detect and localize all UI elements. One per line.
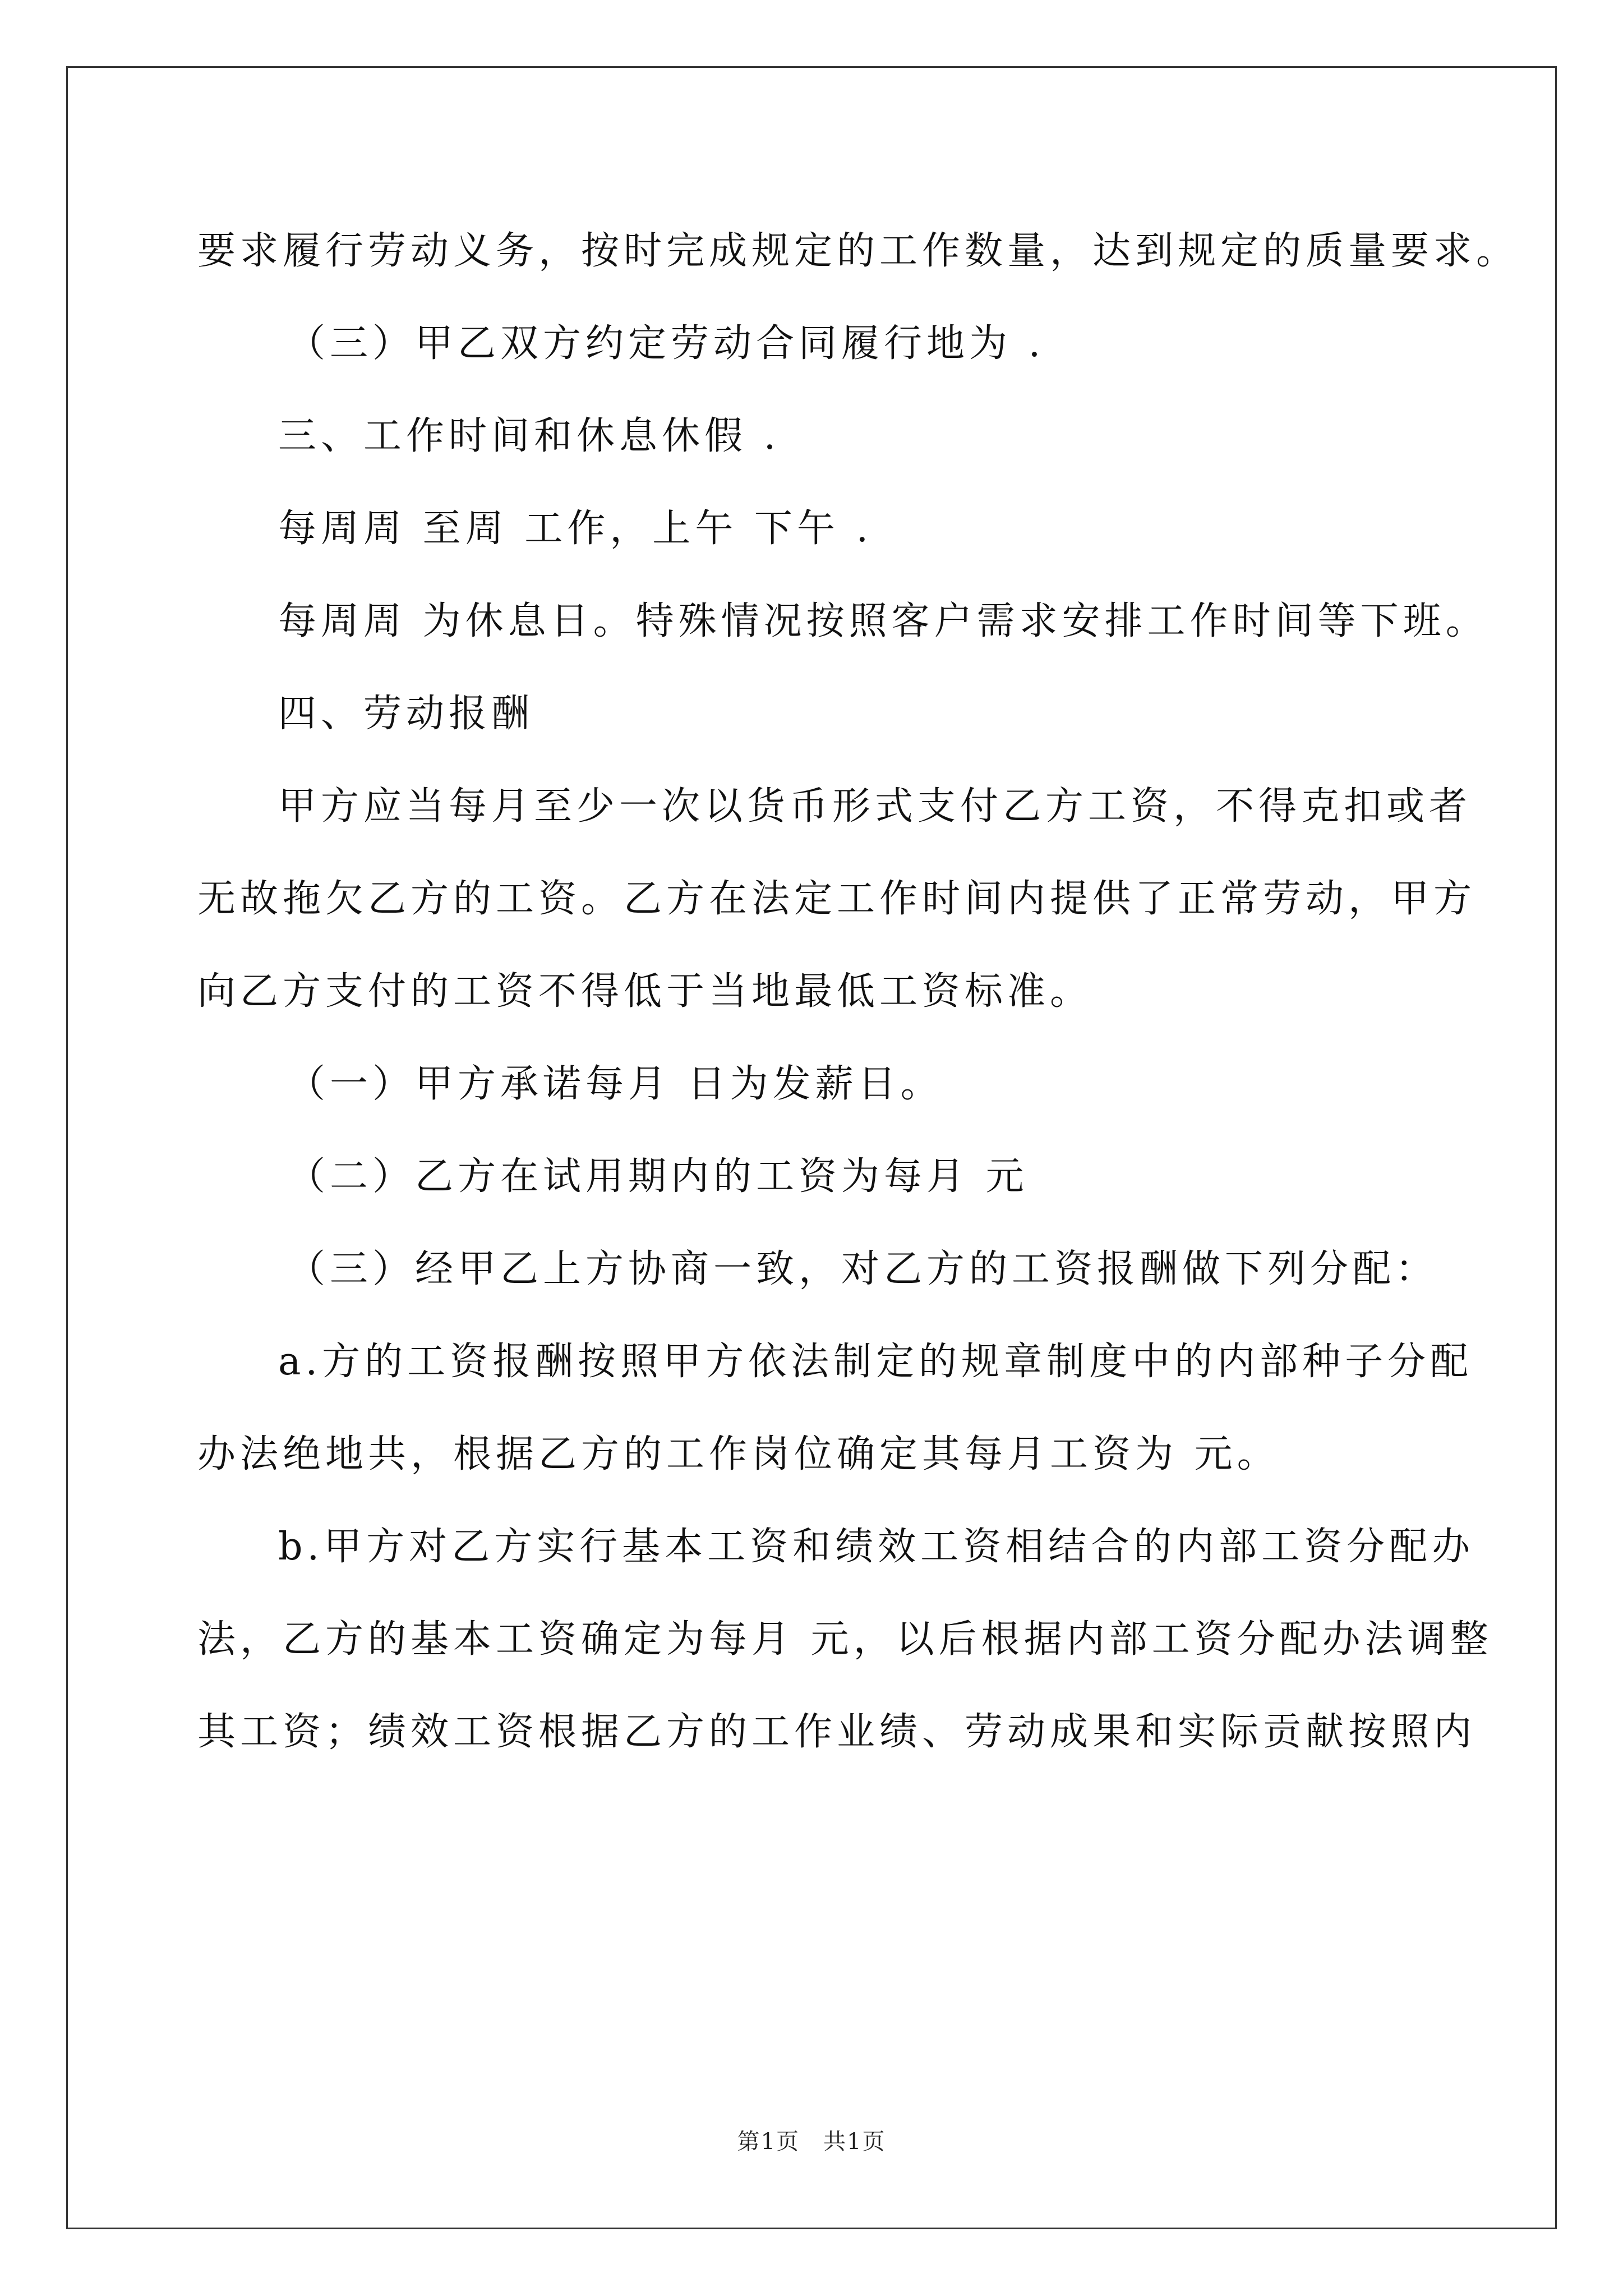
paragraph-line: （二）乙方在试用期内的工资为每月 元 bbox=[287, 1154, 1029, 1199]
paragraph-line: 无故拖欠乙方的工资。乙方在法定工作时间内提供了正常劳动，甲方 bbox=[197, 877, 1477, 921]
paragraph-line: （三）甲乙双方约定劳动合同履行地为 . bbox=[287, 321, 1045, 366]
paragraph-line: 向乙方支付的工资不得低于当地最低工资标准。 bbox=[197, 969, 1093, 1014]
section-heading: 四、劳动报酬 bbox=[278, 692, 534, 736]
paragraph-line: 每周周 至周 工作，上午 下午 . bbox=[278, 507, 873, 551]
paragraph-line: 要求履行劳动义务，按时完成规定的工作数量，达到规定的质量要求。 bbox=[197, 229, 1519, 273]
page-number-footer: 第1页 共1页 bbox=[737, 2129, 886, 2155]
paragraph-line: b.甲方对乙方实行基本工资和绩效工资相结合的内部工资分配办 bbox=[278, 1525, 1475, 1569]
paragraph-line: 甲方应当每月至少一次以货币形式支付乙方工资，不得克扣或者 bbox=[278, 784, 1472, 829]
section-heading: 三、工作时间和休息休假 . bbox=[278, 414, 781, 458]
paragraph-line: 每周周 为休息日。特殊情况按照客户需求安排工作时间等下班。 bbox=[278, 599, 1488, 643]
paragraph-line: 法，乙方的基本工资确定为每月 元，以后根据内部工资分配办法调整 bbox=[197, 1617, 1493, 1662]
paragraph-line: 办法绝地共，根据乙方的工作岗位确定其每月工资为 元。 bbox=[197, 1432, 1280, 1476]
paragraph-line: a.方的工资报酬按照甲方依法制定的规章制度中的内部种子分配 bbox=[278, 1340, 1473, 1384]
paragraph-line: （一）甲方承诺每月 日为发薪日。 bbox=[287, 1062, 943, 1106]
paragraph-line: 其工资；绩效工资根据乙方的工作业绩、劳动成果和实际贡献按照内 bbox=[197, 1710, 1477, 1754]
document-body bbox=[197, 205, 1519, 1778]
paragraph-line: （三）经甲乙上方协商一致，对乙方的工资报酬做下列分配： bbox=[287, 1247, 1438, 1291]
